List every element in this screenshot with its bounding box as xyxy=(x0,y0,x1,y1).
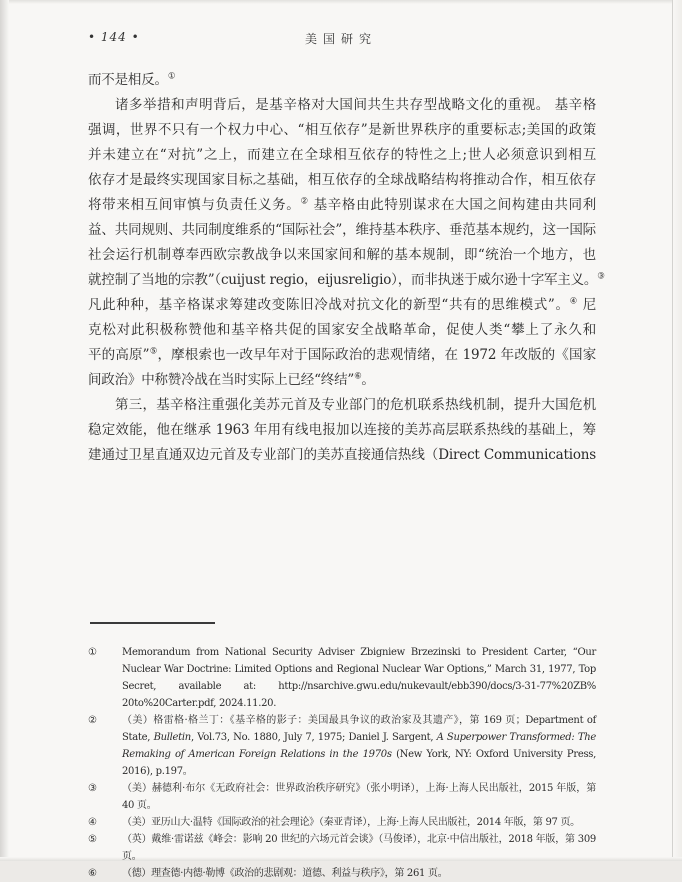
footnote-marker: ① xyxy=(88,647,97,658)
footnote-marker: ② xyxy=(88,715,97,726)
footnote-item xyxy=(88,712,596,780)
footnote-item xyxy=(88,831,596,865)
footnote-text-segment-italic: A Superpower Transformed: The Remaking of American Foreign Relations in the 1970s xyxy=(122,732,596,760)
footnote-separator xyxy=(90,622,215,624)
body-line: 凡此种种，基辛格谋求筹建改变陈旧冷战对抗文化的新型“共有的思维模式”。④ 尼 xyxy=(88,295,596,313)
footnote-text xyxy=(122,712,596,780)
body-line: 强调，世界不只有一个权力中心、“相互依存”是新世界秩序的重要标志;美国的政策 xyxy=(88,122,596,138)
page-header xyxy=(0,0,682,45)
footnote-text-segment: , Vol.73, No. 1880, July 7, 1975; Daniel J. Sargent, xyxy=(190,732,437,743)
footnote-text: Memorandum from National Security Adviser Zbigniew Brzezinski to President Carter, “Our Nuclear War Doctrine: Limited Options and Regional Nuclear War Options,” March 31, 1977, Top Secret, available at: http://nsarchive.gwu.edu/nukevault/ebb390/docs/3-31-77%20ZB% 20to%20Carter.pdf, 2024.11.20. xyxy=(122,647,596,709)
body-line: 而不是相反。① xyxy=(88,70,176,88)
body-line: 第三，基辛格注重强化美苏元首及专业部门的危机联系热线机制，提升大国危机 xyxy=(115,397,596,413)
body-line: 克松对此积极称赞他和基辛格共促的国家安全战略革命，促使人类“攀上了永久和 xyxy=(88,322,596,338)
body-line: 间政治》中称赞冷战在当时实际上已经“终结”⑥。 xyxy=(88,370,375,388)
body-line: 社会运行机制尊奉西欧宗教战争以来国家间和解的基本规制，即“统治一个地方，也 xyxy=(88,247,596,263)
body-line: 就控制了当地的宗教”（cuijust regio，eijusreligio），而非执迷于威尔逊十字军主义。③ xyxy=(88,270,605,288)
footnote-text: （美）亚历山大·温特《国际政治的社会理论》（秦亚青译），上海·上海人民出版社，2014 年版，第 97 页。 xyxy=(122,817,580,828)
body-text xyxy=(88,68,605,468)
footnote-text: （德）理查德·内德·勒博《政治的悲剧观：道德、利益与秩序》，第 261 页。 xyxy=(122,868,448,879)
footnote-text: （英）戴维·雷诺兹《峰会：影响 20 世纪的六场元首会谈》（马俊译），北京·中信出版社，2018 年版，第 309 页。 xyxy=(122,834,596,862)
footnote-item xyxy=(88,644,596,712)
footnote-marker: ④ xyxy=(88,817,97,828)
body-line: 稳定效能，他在继承 1963 年用有线电报加以连接的美苏高层联系热线的基础上，筹 xyxy=(88,422,596,438)
page-number: • 144 • xyxy=(88,30,140,44)
journal-title: 美国研究 xyxy=(304,32,377,46)
body-line: 益、共同规则、共同制度维系的“国际社会”，维持基本秩序、垂范基本规约，这一国际 xyxy=(88,222,596,238)
footnote-item xyxy=(88,814,596,831)
body-line: 依存才是最终实现国家目标之基础，相互依存的全球战略结构将推动合作，相互依存 xyxy=(88,172,596,188)
body-line: 诸多举措和声明背后，是基辛格对大国间共生共存型战略文化的重视。 基辛格 xyxy=(115,97,596,113)
body-line: 平的高原”⑤，摩根索也一改早年对于国际政治的悲观情绪，在 1972 年改版的《国家 xyxy=(88,345,596,363)
footnote-marker: ⑤ xyxy=(88,834,97,845)
footnote-text-segment-italic: Bulletin xyxy=(153,732,191,743)
footnote-list xyxy=(88,644,596,882)
footnote-marker: ⑥ xyxy=(88,868,97,879)
footnote-marker: ③ xyxy=(88,783,97,794)
body-line: 将带来相互间审慎与负责任义务。② 基辛格由此特别谋求在大国之间构建由共同利 xyxy=(88,195,597,213)
page-content xyxy=(0,68,682,882)
footnote-text: （美）赫德利·布尔《无政府社会：世界政治秩序研究》（张小明译），上海·上海人民出版社，2015 年版，第 40 页。 xyxy=(122,783,596,811)
footnote-item xyxy=(88,780,596,814)
footnote-text-segment: (New York, NY: Oxford University Press, 2016), p.197。 xyxy=(122,749,597,777)
footnote-text-segment: （美）格雷格·格兰丁：《基辛格的影子：美国最具争议的政治家及其遗产》，第 169 页；Department of State, xyxy=(122,715,596,743)
body-line: 建通过卫星直通双边元首及专业部门的美苏直接通信热线（Direct Communications xyxy=(88,447,596,463)
footnote-item xyxy=(88,865,596,882)
body-line: 并未建立在“对抗”之上，而建立在全球相互依存的特性之上;世人必须意识到相互 xyxy=(88,147,596,163)
